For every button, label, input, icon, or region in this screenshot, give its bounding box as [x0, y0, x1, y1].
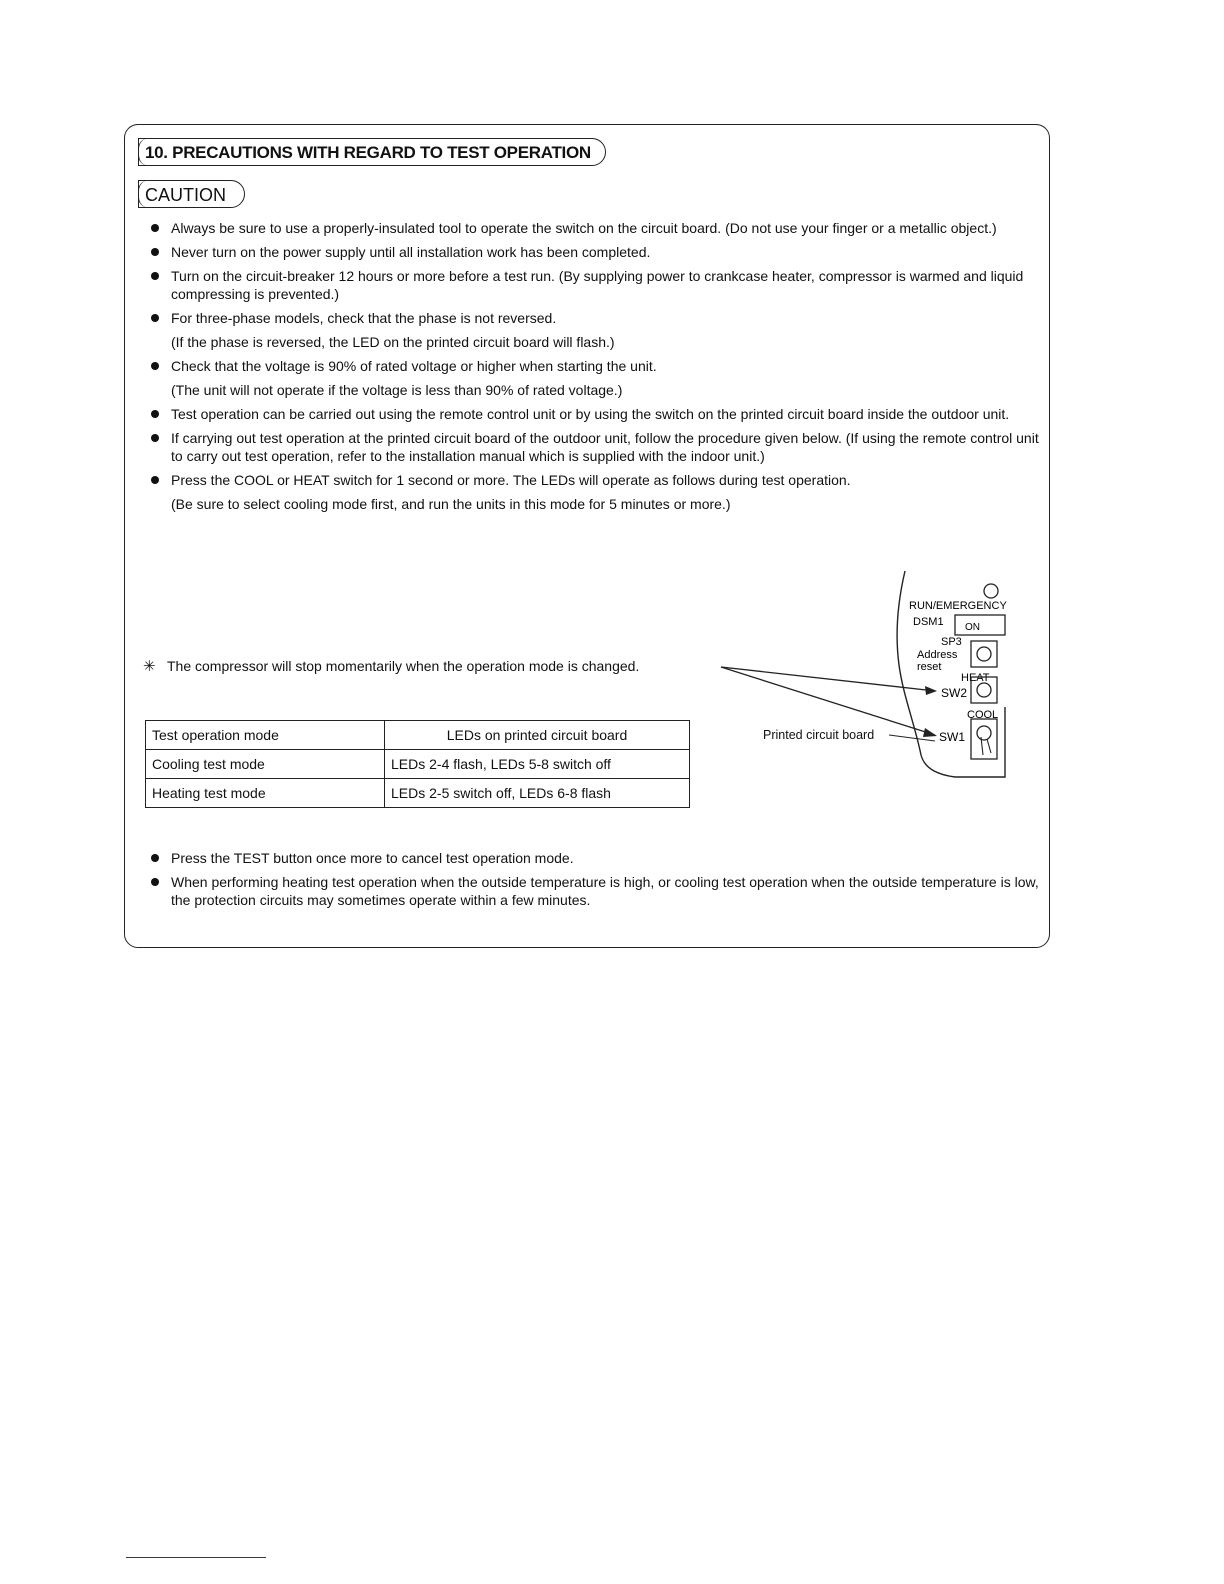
- run-emergency-text: RUN/EMERGENCY: [909, 600, 1007, 612]
- table-cell: Heating test mode: [146, 779, 385, 808]
- caution-label: CAUTION: [138, 180, 245, 208]
- list-item-text: Turn on the circuit-breaker 12 hours or more before a test run. (By supplying power to crankcase heater, compressor is warmed and liquid compressing is prevented.): [171, 268, 1024, 302]
- table-cell: LEDs 2-5 switch off, LEDs 6-8 flash: [385, 779, 690, 808]
- column-header: LEDs on printed circuit board: [385, 721, 690, 750]
- list-item-subtext: (If the phase is reversed, the LED on the printed circuit board will flash.): [171, 334, 615, 350]
- list-item-text: If carrying out test operation at the printed circuit board of the outdoor unit, follow the procedure given below. (If using the remote control unit to carry out test operation, refer to the installation manual which is supplied with the indoor unit.): [171, 430, 1039, 464]
- sw1-button-icon: [977, 726, 991, 740]
- dsm1-switch: [955, 615, 1005, 635]
- sw1-switch: [971, 719, 997, 759]
- list-item-text: Never turn on the power supply until all installation work has been completed.: [171, 244, 651, 260]
- sw2-text: SW2: [941, 686, 968, 700]
- list-item-subtext: (The unit will not operate if the voltage is less than 90% of rated voltage.): [171, 382, 623, 398]
- bullet-icon: [151, 854, 159, 862]
- list-item-text: Check that the voltage is 90% of rated voltage or higher when starting the unit.: [171, 358, 657, 374]
- heat-text: HEAT: [961, 672, 990, 684]
- sp3-switch: [971, 641, 997, 667]
- sw1-text: SW1: [939, 730, 966, 744]
- led-icon: [984, 584, 998, 598]
- section-heading: 10. PRECAUTIONS WITH REGARD TO TEST OPERATION: [138, 138, 606, 166]
- address-text: Address: [917, 649, 958, 661]
- table-cell: LEDs 2-4 flash, LEDs 5-8 switch off: [385, 750, 690, 779]
- table-cell: Cooling test mode: [146, 750, 385, 779]
- list-item-text: When performing heating test operation when the outside temperature is high, or cooling test operation when the outside temperature is low, the protection circuits may sometimes operate within a few minutes.: [171, 874, 1039, 908]
- note-text: The compressor will stop momentarily when the operation mode is changed.: [167, 658, 640, 674]
- list-item-subtext: (Be sure to select cooling mode first, and run the units in this mode for 5 minutes or more.): [171, 496, 731, 512]
- dsm1-text: DSM1: [913, 616, 944, 628]
- cool-text: COOL: [967, 709, 999, 721]
- precaution-list-after: [147, 849, 1043, 915]
- list-item-text: For three-phase models, check that the phase is not reversed.: [171, 310, 557, 326]
- list-item-text: Always be sure to use a properly-insulated tool to operate the switch on the circuit board. (Do not use your finger or a metallic object.): [171, 220, 997, 236]
- arrow-head-icon: [923, 728, 937, 737]
- list-item-text: Press the TEST button once more to cancel test operation mode.: [171, 850, 574, 866]
- list-item-text: Press the COOL or HEAT switch for 1 second or more. The LEDs will operate as follows during test operation.: [171, 472, 851, 488]
- list-item: [147, 873, 1043, 909]
- footer-rule: [126, 1557, 266, 1558]
- arrow-to-sw2: [721, 667, 935, 691]
- dsm1-switch-mark: ON: [965, 622, 980, 633]
- precautions-panel: [124, 124, 1050, 948]
- arrow-to-sw1: [721, 667, 935, 735]
- sp3-button-icon: [977, 647, 991, 661]
- reset-text: reset: [917, 661, 942, 673]
- sw2-button-icon: [977, 683, 991, 697]
- pcb-diagram: [125, 125, 1051, 949]
- pcb-label: Printed circuit board: [763, 728, 875, 742]
- arrow-head-icon: [925, 686, 937, 695]
- list-item: [147, 849, 1043, 867]
- column-header: Test operation mode: [146, 721, 385, 750]
- bullet-icon: [151, 878, 159, 886]
- asterisk-icon: ✳: [143, 658, 156, 675]
- list-item-text: Test operation can be carried out using the remote control unit or by using the switch on the printed circuit board inside the outdoor unit.: [171, 406, 1010, 422]
- sp3-text: SP3: [941, 636, 962, 648]
